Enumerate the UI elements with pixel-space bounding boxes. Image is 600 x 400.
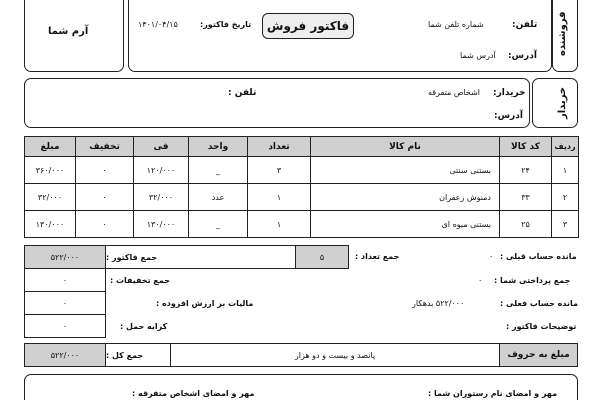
items-table bbox=[24, 136, 579, 238]
current-balance-label: مانده حساب فعلی : bbox=[500, 299, 578, 308]
buyer-value: اشخاص متفرقه bbox=[428, 88, 481, 97]
discounts-label: جمع تخفیفات : bbox=[110, 276, 170, 285]
header-discount: تخفیف bbox=[76, 137, 134, 157]
vat-value: ۰ bbox=[24, 291, 106, 315]
paid-value: ۰ bbox=[478, 276, 483, 285]
invoice-date-label: تاریخ فاکتور: bbox=[200, 20, 252, 29]
total-qty-value: ۵ bbox=[295, 245, 349, 269]
notes-label: توضیحات فاکتور : bbox=[506, 322, 577, 331]
row-discount: ۰ bbox=[76, 184, 134, 211]
row-code: ۳۳ bbox=[500, 184, 552, 211]
invoice-title: فاکتور فروش bbox=[262, 13, 354, 39]
prev-balance-label: مانده حساب قبلی : bbox=[500, 252, 577, 261]
row-number: ۱ bbox=[552, 157, 579, 184]
paid-label: جمع پرداختی شما : bbox=[494, 276, 571, 285]
row-amount: ۳۲/۰۰۰ bbox=[25, 184, 76, 211]
row-unit: عدد bbox=[189, 184, 248, 211]
prev-balance-value: ۰ bbox=[489, 252, 494, 261]
header-row-number: ردیف bbox=[552, 137, 579, 157]
row-qty: ۱ bbox=[248, 184, 311, 211]
amount-in-words-label: مبلغ به حروف bbox=[499, 343, 578, 367]
header-unit: واحد bbox=[189, 137, 248, 157]
seller-phone-label: تلفن: bbox=[512, 20, 538, 30]
buyer-address-label: آدرس: bbox=[494, 111, 523, 121]
discounts-value: ۰ bbox=[24, 268, 106, 292]
grand-total-label: جمع کل : bbox=[105, 343, 171, 367]
row-discount: ۰ bbox=[76, 211, 134, 238]
seller-phone-value: شماره تلفن شما bbox=[428, 20, 484, 29]
buyer-info-box bbox=[24, 78, 530, 128]
row-amount: ۱۳۰/۰۰۰ bbox=[25, 211, 76, 238]
row-price: ۱۲۰/۰۰۰ bbox=[134, 157, 189, 184]
current-balance-value: ۵۲۲/۰۰۰ بدهکار bbox=[412, 299, 465, 308]
row-qty: ۳ bbox=[248, 157, 311, 184]
row-name: بستنی سنتی bbox=[311, 157, 500, 184]
total-qty-label: جمع تعداد : bbox=[355, 252, 400, 261]
row-qty: ۱ bbox=[248, 211, 311, 238]
header-code: کد کالا bbox=[500, 137, 552, 157]
row-unit: _ bbox=[189, 211, 248, 238]
row-discount: ۰ bbox=[76, 157, 134, 184]
buyer-phone-label: تلفن : bbox=[228, 88, 257, 98]
table-row bbox=[25, 211, 579, 238]
seller-address-value: آدرس شما bbox=[460, 51, 496, 60]
row-number: ۳ bbox=[552, 211, 579, 238]
vat-label: مالیات بر ارزش افزوده : bbox=[156, 299, 254, 308]
row-unit: _ bbox=[189, 157, 248, 184]
seller-logo-text: آرم شما bbox=[48, 26, 89, 37]
shipping-label: کرایه حمل : bbox=[120, 322, 168, 331]
items-header-row bbox=[25, 137, 579, 157]
row-code: ۲۵ bbox=[500, 211, 552, 238]
row-code: ۲۴ bbox=[500, 157, 552, 184]
invoice-total-label: جمع فاکتور : bbox=[105, 245, 296, 269]
invoice-date-value: ۱۴۰۱/۰۴/۱۵ bbox=[138, 20, 178, 29]
header-name: نام کالا bbox=[311, 137, 500, 157]
buyer-label: خریدار: bbox=[493, 88, 526, 98]
shipping-value: ۰ bbox=[24, 314, 106, 338]
header-qty: تعداد bbox=[248, 137, 311, 157]
restaurant-signature-label: مهر و امضای نام رستوران شما : bbox=[428, 389, 558, 398]
grand-total-value: ۵۲۲/۰۰۰ bbox=[24, 343, 106, 367]
header-amount: مبلغ bbox=[25, 137, 76, 157]
buyer-signature-label: مهر و امضای اشخاص متفرقه : bbox=[132, 389, 255, 398]
row-price: ۱۳۰/۰۰۰ bbox=[134, 211, 189, 238]
invoice-total-value: ۵۲۲/۰۰۰ bbox=[24, 245, 106, 269]
row-name: بستنی میوه ای bbox=[311, 211, 500, 238]
seller-address-label: آدرس: bbox=[508, 51, 537, 61]
row-price: ۳۲/۰۰۰ bbox=[134, 184, 189, 211]
row-amount: ۳۶۰/۰۰۰ bbox=[25, 157, 76, 184]
seller-section-label: فروشنده bbox=[557, 11, 568, 57]
amount-in-words-value: پانصد و بیست و دو هزار bbox=[170, 343, 500, 367]
row-number: ۲ bbox=[552, 184, 579, 211]
buyer-section-label: خریدار bbox=[557, 86, 568, 120]
row-name: دمنوش زعفران bbox=[311, 184, 500, 211]
table-row bbox=[25, 157, 579, 184]
header-price: فی bbox=[134, 137, 189, 157]
table-row bbox=[25, 184, 579, 211]
